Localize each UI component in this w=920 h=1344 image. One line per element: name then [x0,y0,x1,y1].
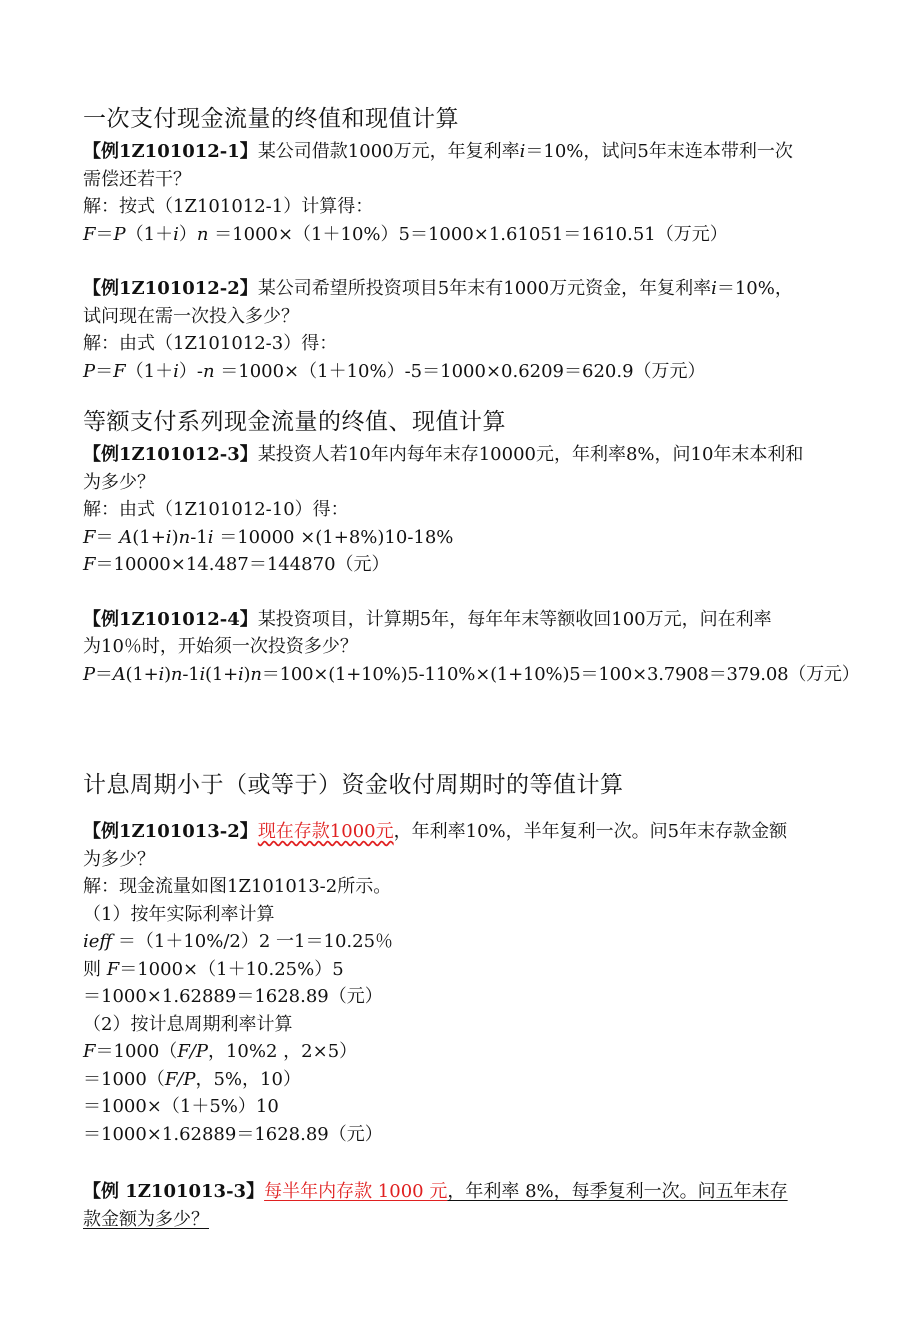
formula-text: （1＋ [125,223,174,245]
example-5-ieff [83,928,883,956]
formula-text: ＝100×(1+10%)5-110%×(1+10%)5＝100×3.7908＝379.08（万元） [261,663,860,685]
example-5-solution-intro: 解：现金流量如图1Z101013-2所示。 [83,876,392,897]
example-2-question-line-2: 试问现在需一次投入多少？ [83,305,299,327]
variable: P [113,223,126,245]
formula-text: (1+ [205,663,238,685]
variable: F [83,554,96,575]
example-2-formula [83,358,883,386]
variable: i [519,141,526,162]
example-tag: 【例1Z101013-2】 [83,821,258,842]
example-5-step-2 [83,1066,883,1094]
question-text: ＝10%， [716,278,793,299]
example-1-formula [83,221,883,249]
variable: F [83,223,96,245]
example-1-solution-intro: 解：按式（1Z101012-1）计算得： [83,196,374,217]
formula-text: ＝10000×14.487＝144870（元） [95,554,390,575]
example-4-formula [83,661,883,689]
example-5-question-line-1 [83,818,883,846]
section-heading-compounding-period: 计息周期小于（或等于）资金收付周期时的等值计算 [83,772,624,798]
highlighted-text: 现在存款1000元 [257,821,394,842]
variable: i [165,526,172,548]
formula-text: ＝1000×（1＋10%）-5＝1000×0.6209＝620.9（万元） [214,360,706,382]
variable: F/P [177,1041,208,1062]
document-page [83,104,883,1233]
example-4-question-line-2: 为10％时，开始须一次投资多少？ [83,636,358,657]
formula-text: ＝10000 ×(1+8%)10-18% [213,526,454,548]
variable: i [199,663,206,685]
example-4-question-line-1 [83,606,883,634]
variable: n [178,526,191,548]
formula-text: ＝1000×（1＋10%）5＝1000×1.61051＝1610.51（万元） [208,223,728,245]
formula-text: ) [164,663,171,685]
example-5-step-1 [83,1038,883,1066]
formula-text: ，5%，10） [195,1068,301,1090]
formula-text: ＝1000（ [95,1041,178,1062]
example-6-question-line-1 [83,1178,883,1206]
question-text: 某投资项目，计算期5年，每年年末等额收回100万元，问在利率 [257,608,772,630]
example-5-method-1: （1）按年实际利率计算 [83,903,275,925]
example-5-then [83,956,883,984]
formula-text: ＝ [95,526,120,548]
example-tag: 【例1Z101012-3】 [83,444,258,465]
formula-text: -1 [190,526,208,548]
formula-text: ＝ [95,223,114,245]
example-2-solution-intro: 解：由式（1Z101012-3）得： [83,333,338,354]
example-3-question-line-2: 为多少？ [83,471,155,493]
question-text: ＝10%，试问5年末连本带利一次 [525,141,793,162]
example-6-question-line-2 [83,1206,883,1234]
variable: i [711,278,717,299]
example-5-step-4: ＝1000×1.62889＝1628.89（元） [83,1123,383,1145]
variable: ieff [83,931,113,952]
variable: F [106,958,120,980]
example-1-question-line-1 [83,138,883,166]
question-text: 某公司借款1000万元，年复利率 [257,141,520,162]
question-text: ，年利率10%，半年复利一次。问5年末存款金额 [393,821,788,842]
variable: P [83,360,96,382]
variable: i [173,360,179,382]
example-5-result-1: ＝1000×1.62889＝1628.89（元） [83,986,383,1007]
formula-text: ）- [178,360,203,382]
example-tag: 【例1Z101012-4】 [83,608,258,630]
formula-text: ＝ [94,663,113,685]
formula-text: ＝1000×（1＋10.25%）5 [119,958,344,980]
formula-text: ＝1000（ [83,1068,165,1090]
question-text: ，年利率 8%，每季复利一次。问五年末存 [447,1181,788,1202]
example-5-step-3: ＝1000×（1＋5%）10 [83,1096,279,1117]
example-3-formula-1 [83,524,883,552]
variable: i [173,223,179,245]
variable: F [83,526,96,548]
formula-text: ＝ [95,360,114,382]
formula-text: 则 [83,958,107,980]
variable: n [250,663,262,685]
example-1-question-line-2: 需偿还若干？ [83,168,191,190]
example-3-formula-2 [83,551,883,579]
example-3-solution-intro: 解：由式（1Z101012-10）得： [83,499,349,520]
formula-text: -1 [182,663,200,685]
question-text: 款金额为多少？ [83,1208,209,1230]
section-heading-single-payment: 一次支付现金流量的终值和现值计算 [83,106,459,132]
highlighted-text: 每半年内存款 1000 元 [264,1181,448,1202]
example-tag: 【例1Z101012-2】 [83,278,258,299]
example-tag: 【例 1Z101013-3】 [83,1181,265,1202]
example-tag: 【例1Z101012-1】 [83,141,258,162]
variable: F/P [164,1068,196,1090]
formula-text: ） [178,223,197,245]
question-text: 某投资人若10年内每年末存10000元，年利率8%，问10年末本利和 [257,444,804,465]
formula-text: ＝（1＋10%/2）2 一1＝10.25％ [112,931,394,952]
example-5-question-line-2: 为多少？ [83,848,155,870]
variable: F [113,360,126,382]
formula-text: (1+ [125,663,159,685]
variable: P [83,663,95,685]
variable: i [158,663,165,685]
formula-text: ) [171,526,179,548]
variable: n [170,663,183,685]
formula-text: ，10%2 ，2×5） [207,1041,358,1062]
example-5-method-2: （2）按计息周期利率计算 [83,1013,293,1035]
variable: i [207,526,214,548]
formula-text: (1+ [132,526,166,548]
variable: n [196,223,209,245]
variable: A [119,526,133,548]
variable: n [202,360,215,382]
variable: i [237,663,244,685]
variable: F [83,1041,96,1062]
formula-text: ) [243,663,251,685]
question-text: 某公司希望所投资项目5年末有1000万元资金，年复利率 [257,278,712,299]
variable: A [112,663,126,685]
section-heading-annuity: 等额支付系列现金流量的终值、现值计算 [83,409,506,435]
example-2-question-line-1 [83,275,883,303]
example-3-question-line-1 [83,441,883,469]
formula-text: （1＋ [125,360,174,382]
